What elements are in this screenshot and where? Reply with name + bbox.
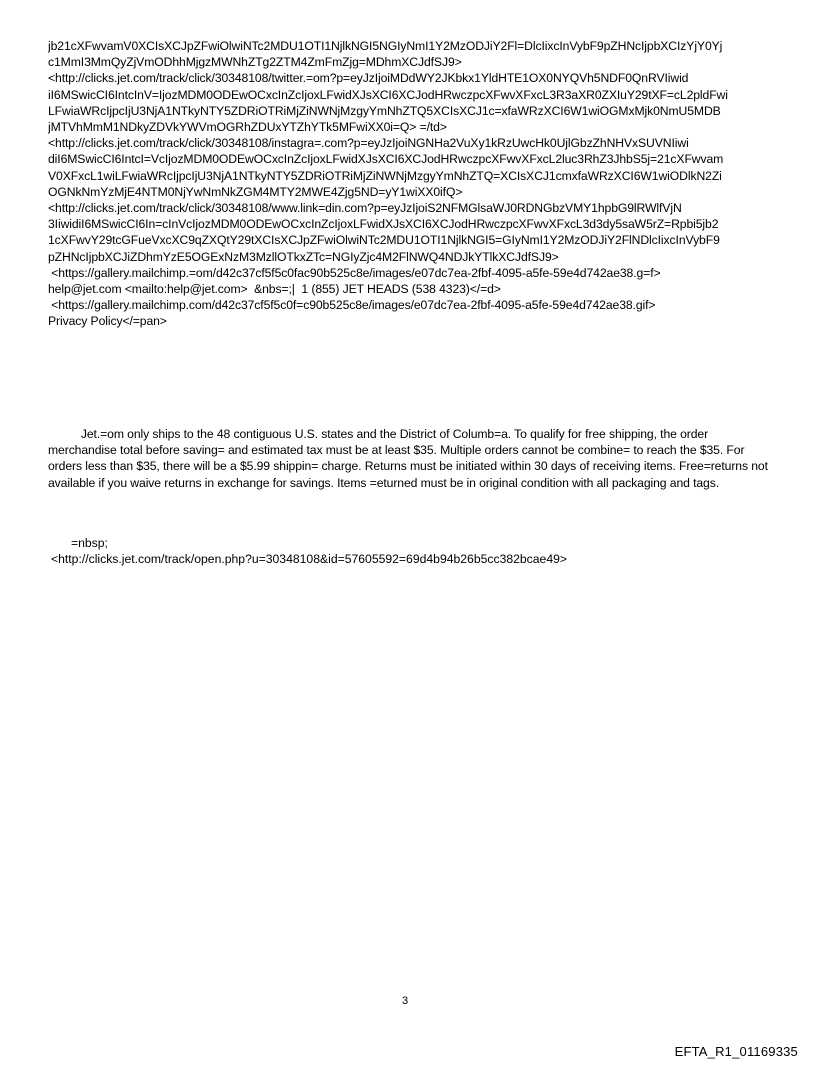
raw-line: diI6MSwicCI6IntcI=VcIjozMDM0ODEwOCxcInZcIjoxLFwidXJsXCI6XCJodHRwczpcXFwvXFxcL2luc3RhZ3JhbS5j=21cXFwvam — [48, 152, 724, 167]
raw-line: c1MmI3MmQyZjVmODhhMjgzMWNhZTg2ZTM4ZmFmZjg=MDhmXCJdfSJ9> — [48, 55, 462, 70]
nbsp-line: =nbsp; — [71, 536, 108, 550]
raw-line: jMTVhMmM1NDkyZDVkYWVmOGRhZDUxYTZhYTk5MFwiXX0i=Q> =/td> — [48, 120, 447, 135]
raw-line: iI6MSwicCI6IntcInV=IjozMDM0ODEwOCxcInZcIjoxLFwidXJsXCI6XCJodHRwczpcXFwvXFxcL3R3aXR0ZXIuY29tXF=cL2pldFwi — [48, 87, 728, 102]
raw-line: 3IiwidiI6MSwicCI6In=cInVcIjozMDM0ODEwOCxcInZcIjoxLFwidXJsXCI6XCJodHRwczpcXFwvXFxcL3d3dy5saW5rZ=Rpbi5jb2 — [48, 217, 719, 232]
raw-line: LFwiaWRcIjpcIjU3NjA1NTkyNTY5ZDRiOTRiMjZiNWNjMzgyYmNhZTQ5XCIsXCJ1c=xfaWRzXCI6W1wiOGMxMjk0NmU5MDB — [48, 103, 721, 118]
help-contact-line: help@jet.com <mailto:help@jet.com> &nbs=;| 1 (855) JET HEADS (538 4323)</=d> — [48, 282, 501, 297]
raw-email-source — [48, 38, 772, 330]
instagram-link-line: <http://clicks.jet.com/track/click/30348108/instagra=.com?p=eyJzIjoiNGNHa2VuXy1kRzUwcHk0UjlGbzZhNHVxSUVNIiwi — [48, 136, 689, 151]
page-number: 3 — [402, 995, 409, 1007]
tracking-open-link: <http://clicks.jet.com/track/open.php?u=30348108&id=57605592=69d4b94b26b5cc382bcae49> — [51, 552, 568, 566]
linkedin-link-line: <http://clicks.jet.com/track/click/30348108/www.link=din.com?p=eyJzIjoiS2NFMGlsaWJ0RDNGbzVMY1hpbG9lRWlfVjN — [48, 201, 682, 216]
raw-line: pZHNcIjpbXCJiZDhmYzE5OGExNzM3MzllOTkxZTc=NGIyZjc4M2FlNWQ4NDJkYTlkXCJdfSJ9> — [48, 249, 559, 264]
raw-line: 1cXFwvY29tcGFueVxcXC9qZXQtY29tXCIsXCJpZFwiOlwiNTc2MDU1OTI1NjlkNGI5=GIyNmI1Y2MzODJiY2FlNDlcIixcInVybF9 — [48, 233, 720, 248]
gallery-image-link-line: <https://gallery.mailchimp.=om/d42c37cf5f5c0fac90b525c8e/images/e07dc7ea-2fbf-4095-a5fe-59e4d742ae38.g=f> — [48, 265, 661, 280]
bates-number: EFTA_R1_01169335 — [674, 1044, 798, 1059]
raw-line: jb21cXFwvamV0XCIsXCJpZFwiOlwiNTc2MDU1OTI1NjlkNGI5NGIyNmI1Y2MzODJiY2Fl=DlcIixcInVybF9pZHNcIjpbXCIzYjY0Yj — [48, 39, 723, 53]
raw-line: OGNkNmYzMjE4NTM0NjYwNmNkZGM4MTY2MWE4Zjg5ND=yY1wiXX0ifQ> — [48, 184, 463, 199]
raw-line: V0XFxcL1wiLFwiaWRcIjpcIjU3NjA1NTkyNTY5ZDRiOTRiMjZiNWNjMzgyYmNhZTQ=XCIsXCJ1cmxfaWRzXCI6W1wiODlkN2Zi — [48, 168, 722, 183]
gallery-image-link-line: <https://gallery.mailchimp.com/d42c37cf5f5c0f=c90b525c8e/images/e07dc7ea-2fbf-4095-a5fe-59e4d742ae38.gif> — [48, 298, 656, 313]
privacy-policy-line: Privacy Policy</=pan> — [48, 314, 167, 329]
shipping-notice-paragraph: Jet.=om only ships to the 48 contiguous U.S. states and the District of Columb=a. To qualify for free shipping, the order merchandise total before saving= and estimated tax must be at least $35. Multiple orders cannot be combine= to reach the $35. For orders less than $35, there will be a $5.99 shippin= charge. Returns must be initiated within 30 days of receiving items. Free=returns not available if you waive returns in exchange for savings. Items =eturned must be in original condition with all packaging and tags. — [48, 427, 772, 490]
twitter-link-line: <http://clicks.jet.com/track/click/30348108/twitter.=om?p=eyJzIjoiMDdWY2JKbkx1YldHTE1OX0NYQVh5NDF0QnRVIiwid — [48, 71, 689, 86]
